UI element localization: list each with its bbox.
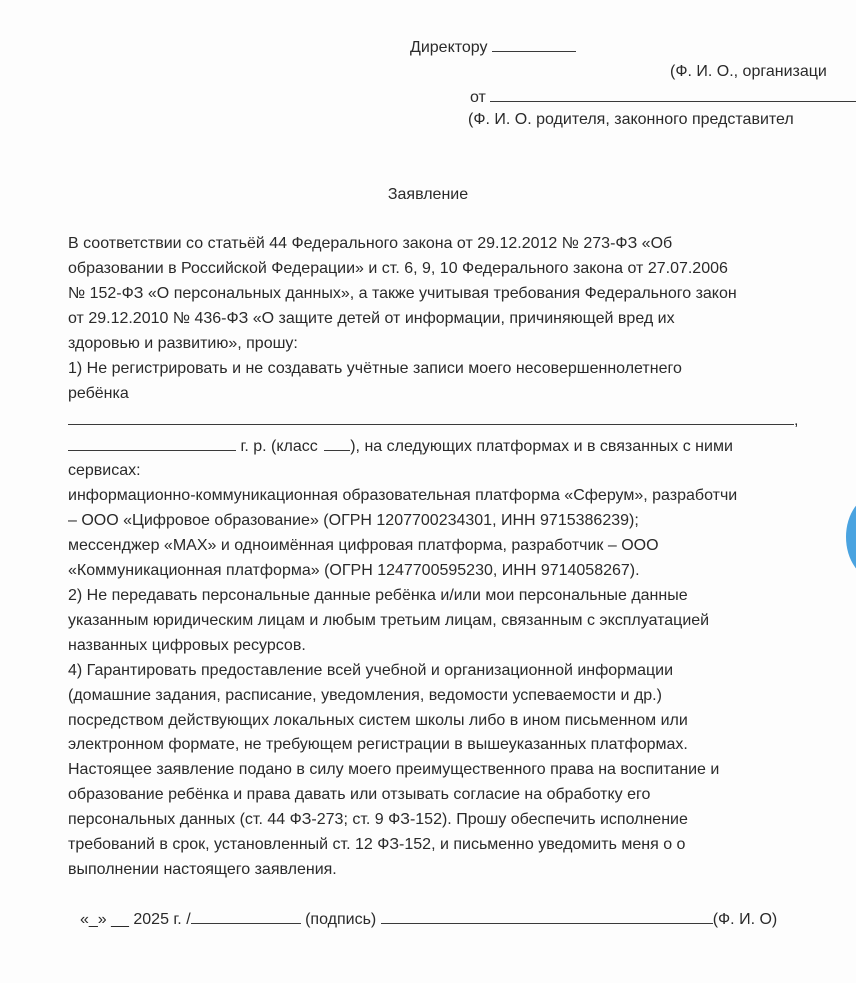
body-line: посредством действующих локальных систем школы либо в ином письменном или (68, 712, 688, 729)
body-line: 2) Не передавать персональные данные ребёнка и/или мои персональные данные (68, 587, 688, 604)
body-line: образование ребёнка и права давать или отзывать согласие на обработку его (68, 786, 651, 803)
child-line-comma: , (794, 412, 799, 429)
from-line (470, 87, 856, 108)
signature-blank[interactable] (191, 909, 301, 924)
child-name-line (68, 410, 798, 431)
from-label: от (470, 89, 486, 106)
body-line: здоровью и развитию», прошу: (68, 335, 298, 352)
director-note: (Ф. И. О., организаци (670, 63, 827, 80)
body-line: от 29.12.2010 № 436-ФЗ «О защите детей от информации, причиняющей вред их (68, 310, 675, 327)
body-line: электронном формате, не требующем регистрации в вышеуказанных платформах. (68, 736, 688, 753)
body-line: мессенджер «MAX» и одноимённая цифровая платформа, разработчик – ООО (68, 537, 659, 554)
class-blank[interactable] (324, 436, 350, 451)
signature-label: (подпись) (305, 911, 377, 928)
director-line (410, 37, 576, 58)
child-name-blank[interactable] (68, 410, 794, 425)
from-note: (Ф. И. О. родителя, законного представител (468, 111, 794, 128)
document-title: Заявление (387, 186, 469, 203)
date-prefix: «_» __ 2025 г. / (80, 911, 191, 928)
body-line: (домашние задания, расписание, уведомления, ведомости успеваемости и др.) (68, 687, 662, 704)
body-line: требований в срок, установленный ст. 12 ФЗ-152, и письменно уведомить меня о о (68, 836, 686, 853)
name-blank[interactable] (381, 909, 713, 924)
signature-row (80, 909, 777, 930)
body-line: информационно-коммуникационная образовательная платформа «Сферум», разработчи (68, 487, 738, 504)
body-line: – ООО «Цифровое образование» (ОГРН 1207700234301, ИНН 9715386239); (68, 512, 639, 529)
body-line: сервисах: (68, 462, 141, 479)
body-line: указанным юридическим лицам и любым третьим лицам, связанным с эксплуатацией (68, 612, 710, 629)
body-line: 1) Не регистрировать и не создавать учётные записи моего несовершеннолетнего (68, 360, 682, 377)
director-blank[interactable] (492, 37, 576, 52)
birth-year-blank[interactable] (68, 436, 236, 451)
director-label: Директору (410, 39, 488, 56)
body-line: ребёнка (68, 385, 129, 402)
birth-year-label: г. р. (класс (240, 438, 318, 455)
body-line: № 152-ФЗ «О персональных данных», а также учитывая требования Федерального закон (68, 285, 737, 302)
body-line: выполнении настоящего заявления. (68, 861, 337, 878)
body-line: персональных данных (ст. 44 ФЗ-273; ст. 9 ФЗ-152). Прошу обеспечить исполнение (68, 811, 688, 828)
from-blank[interactable] (490, 87, 856, 102)
floating-button-edge[interactable] (846, 495, 856, 579)
birth-line-rest: ), на следующих платформах и в связанных с ними (350, 438, 733, 455)
birth-year-line (68, 436, 733, 457)
body-line: «Коммуникационная платформа» (ОГРН 1247700595230, ИНН 9714058267). (68, 562, 640, 579)
body-line: 4) Гарантировать предоставление всей учебной и организационной информации (68, 662, 674, 679)
body-line: Настоящее заявление подано в силу моего преимущественного права на воспитание и (68, 761, 720, 778)
name-label: (Ф. И. О) (712, 911, 778, 928)
body-line: названных цифровых ресурсов. (68, 637, 306, 654)
body-line: образовании в Российской Федерации» и ст. 6, 9, 10 Федерального закона от 27.07.2006 (68, 260, 728, 277)
body-line: В соответствии со статьёй 44 Федерального закона от 29.12.2012 № 273-ФЗ «Об (68, 235, 673, 252)
